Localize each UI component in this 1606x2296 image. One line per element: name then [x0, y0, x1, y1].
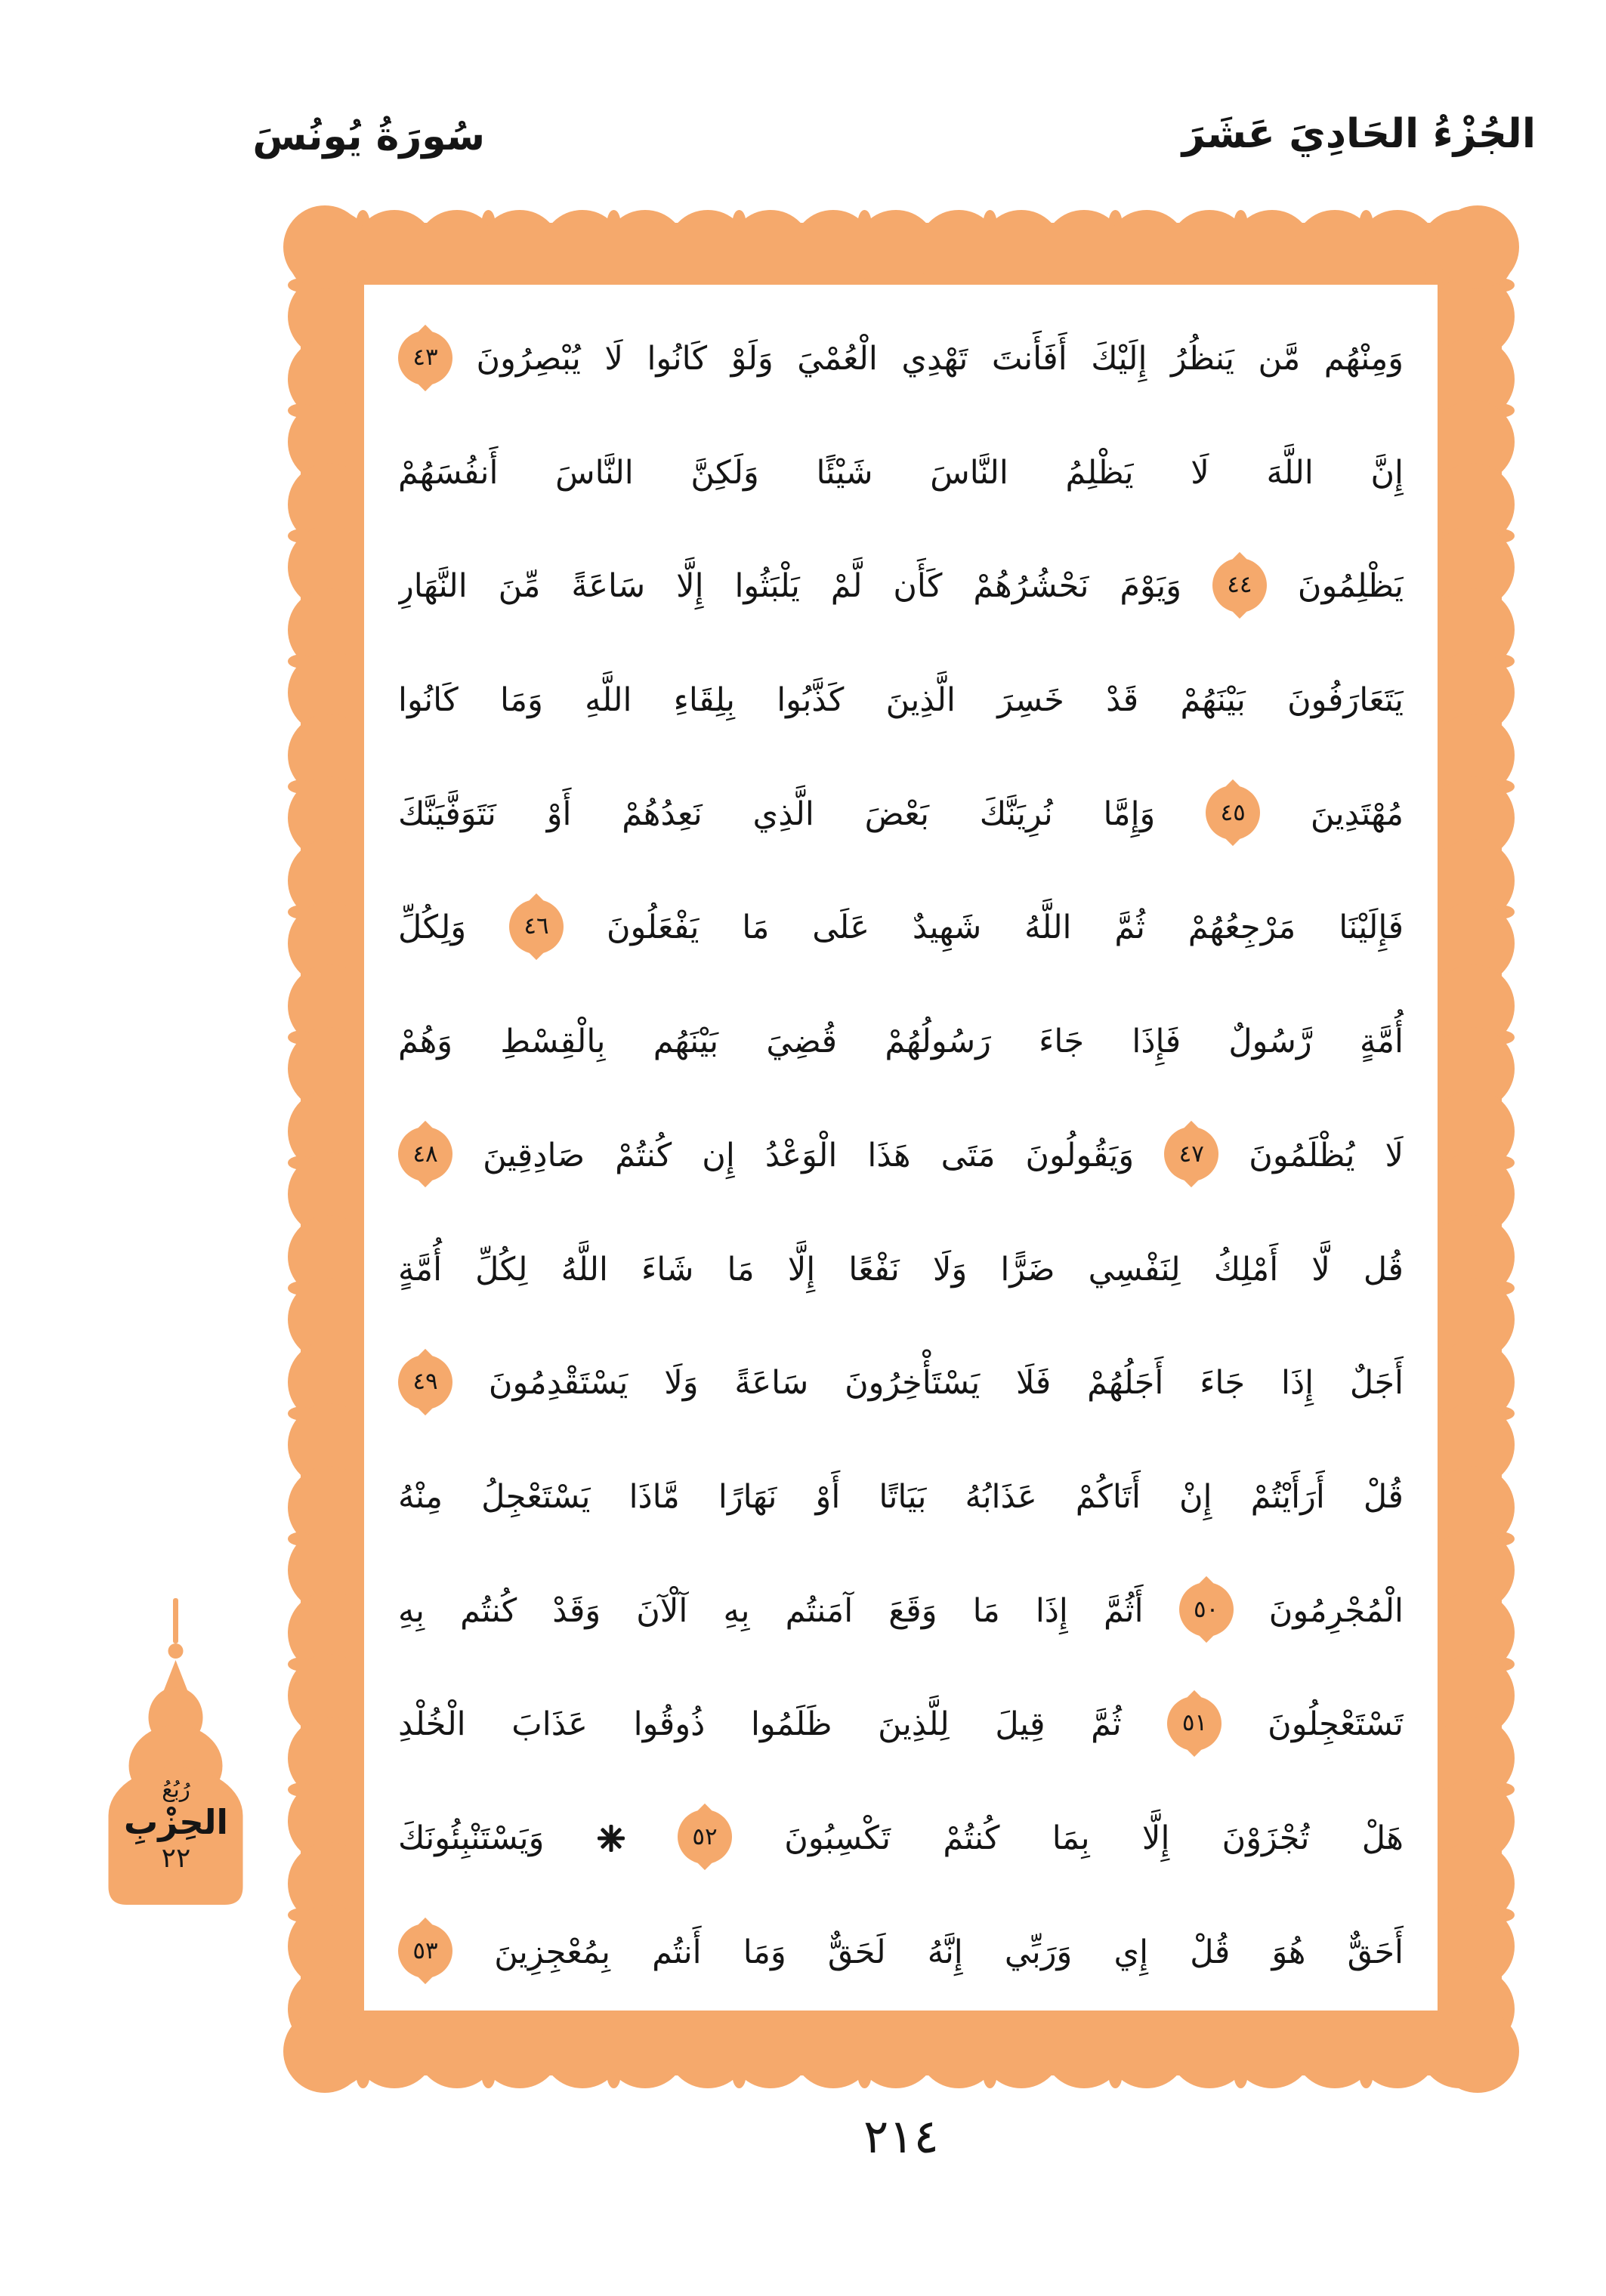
ayah-text: تَسْتَعْجِلُونَ: [1268, 1705, 1404, 1744]
verse-marker: [1167, 1696, 1221, 1751]
verse-marker: [398, 1355, 452, 1409]
rub-el-hizb-star-icon: [597, 1824, 625, 1853]
juz-header: الجُزْءُ الحَادِيَ عَشَرَ: [1181, 111, 1536, 157]
quran-line: [398, 1099, 1404, 1213]
quran-line: [398, 1440, 1404, 1554]
verse-number: ٥٠: [1194, 1595, 1219, 1623]
hizb-marker-word-hizb: الحِزْبِ: [124, 1801, 228, 1842]
quran-line: [398, 643, 1404, 758]
verse-marker: [1206, 785, 1260, 840]
ayah-text: يَظْلِمُونَ: [1297, 567, 1404, 606]
quran-line: [398, 985, 1404, 1099]
verse-number: ٤٥: [1220, 798, 1246, 826]
quran-line: [398, 758, 1404, 872]
verse-number: ٤٣: [412, 344, 438, 371]
verse-marker: [398, 1127, 452, 1181]
ayah-text: إِنَّ اللَّهَ لَا يَظْلِمُ النَّاسَ شَيْئًا وَلَكِنَّ النَّاسَ أَنفُسَهُمْ: [398, 453, 1404, 492]
quran-line: [398, 871, 1404, 985]
page-number: ٢١٤: [863, 2109, 939, 2164]
verse-number: ٤٩: [412, 1368, 438, 1396]
ayah-text: أَجَلٌ إِذَا جَاءَ أَجَلُهُمْ فَلَا يَسْتَأْخِرُونَ سَاعَةً وَلَا يَسْتَقْدِمُونَ: [488, 1364, 1404, 1403]
hizb-marker-word-rub: رُبُعُ: [162, 1776, 190, 1802]
verse-marker: [1164, 1127, 1218, 1181]
verse-marker: [398, 331, 452, 385]
hizb-marker-number: ٢٢: [161, 1843, 191, 1875]
quran-line: [398, 529, 1404, 643]
quran-line: [398, 302, 1404, 416]
quran-line: [398, 1782, 1404, 1896]
ayah-text: قُل لَّا أَمْلِكُ لِنَفْسِي ضَرًّا وَلَا نَفْعًا إِلَّا مَا شَاءَ اللَّهُ لِكُلِّ أُمَّةٍ: [398, 1250, 1404, 1288]
ayah-text: وَيَقُولُونَ مَتَى هَذَا الْوَعْدُ إِن كُنتُمْ صَادِقِينَ: [483, 1136, 1135, 1174]
verse-number: ٤٦: [523, 912, 549, 940]
verse-marker: [1212, 558, 1267, 613]
ayah-text: لَا يُظْلَمُونَ: [1249, 1136, 1404, 1174]
ayah-text: ثُمَّ قِيلَ لِلَّذِينَ ظَلَمُوا ذُوقُوا عَذَابَ الْخُلْدِ: [398, 1705, 1122, 1744]
hizb-marker-text: [97, 1778, 255, 1874]
ayah-text: وَلِكُلِّ: [398, 909, 467, 947]
ayah-text: أَحَقٌّ هُوَ قُلْ إِي وَرَبِّي إِنَّهُ لَحَقٌّ وَمَا أَنتُم بِمُعْجِزِينَ: [494, 1933, 1404, 1971]
quran-line: [398, 1213, 1404, 1327]
verse-number: ٥٣: [412, 1936, 438, 1964]
hizb-quarter-marker: [97, 1598, 255, 1905]
ayah-text: أُمَّةٍ رَّسُولٌ فَإِذَا جَاءَ رَسُولُهُمْ قُضِيَ بَيْنَهُم بِالْقِسْطِ وَهُمْ: [398, 1023, 1404, 1061]
verse-number: ٥١: [1181, 1709, 1208, 1737]
ayah-text: وَمِنْهُم مَّن يَنظُرُ إِلَيْكَ أَفَأَنتَ تَهْدِي الْعُمْيَ وَلَوْ كَانُوا لَا يُبْصِرُونَ: [476, 340, 1404, 378]
quran-line: [398, 416, 1404, 530]
ayah-text: يَتَعَارَفُونَ بَيْنَهُمْ قَدْ خَسِرَ الَّذِينَ كَذَّبُوا بِلِقَاءِ اللَّهِ وَمَا كَانُوا: [398, 681, 1404, 720]
quran-line: [398, 1896, 1404, 2010]
verse-number: ٤٧: [1178, 1140, 1204, 1168]
ayah-text: وَيَوْمَ نَحْشُرُهُمْ كَأَن لَّمْ يَلْبَثُوا إِلَّا سَاعَةً مِّنَ النَّهَارِ: [398, 567, 1182, 606]
verse-marker: [398, 1924, 452, 1978]
verse-number: ٤٨: [412, 1140, 438, 1168]
surah-title-header: سُورَةُ يُونُسَ: [252, 114, 485, 159]
verse-number: ٥٢: [692, 1822, 718, 1850]
ayah-text: هَلْ تُجْزَوْنَ إِلَّا بِمَا كُنتُمْ تَكْسِبُونَ: [784, 1819, 1404, 1857]
verse-number: ٤٤: [1227, 571, 1252, 599]
verse-marker: [1179, 1582, 1234, 1637]
quran-line: [398, 1668, 1404, 1782]
verse-marker: [678, 1810, 732, 1864]
ayah-text: وَإِمَّا نُرِيَنَّكَ بَعْضَ الَّذِي نَعِدُهُمْ أَوْ نَتَوَفَّيَنَّكَ: [398, 795, 1156, 833]
verse-marker: [509, 900, 564, 954]
quran-line: [398, 1554, 1404, 1668]
ayah-text: مُهْتَدِينَ: [1310, 795, 1404, 833]
quran-line: [398, 1326, 1404, 1440]
ayah-text: وَيَسْتَنْبِئُونَكَ: [398, 1819, 545, 1857]
ayah-text: قُلْ أَرَأَيْتُمْ إِنْ أَتَاكُمْ عَذَابُهُ بَيَاتًا أَوْ نَهَارًا مَّاذَا يَسْتَعْجِلُ مِنْهُ: [398, 1477, 1404, 1516]
quran-text-block: [398, 302, 1404, 2009]
ayah-text: الْمُجْرِمُونَ: [1268, 1591, 1404, 1630]
ayah-text: فَإِلَيْنَا مَرْجِعُهُمْ ثُمَّ اللَّهُ شَهِيدٌ عَلَى مَا يَفْعَلُونَ: [606, 909, 1404, 947]
ayah-text: أَثُمَّ إِذَا مَا وَقَعَ آمَنتُم بِهِ آلْآنَ وَقَدْ كُنتُم بِهِ: [398, 1591, 1144, 1630]
